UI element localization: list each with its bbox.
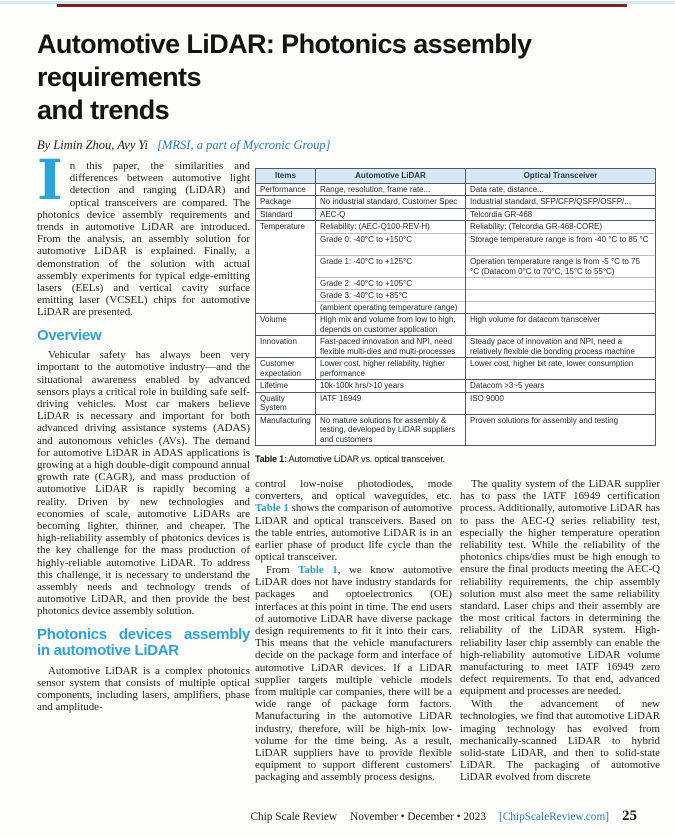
table-cell-transceiver: Lower cost, higher bit rate, lower consumption: [466, 358, 656, 380]
page-footer: [250, 808, 637, 825]
table-cell-item: Lifetime: [256, 380, 316, 393]
table-row-temperature: [256, 221, 656, 314]
table-cell-transceiver: ISO 9000: [466, 392, 656, 414]
table-cell-transceiver: Proven solutions for assembly and testing: [466, 414, 656, 446]
table-cell-item: Quality System: [256, 392, 316, 414]
right-paragraph-2: With the advancement of new technologies, we find that automotive LiDAR imaging technology has evolved from mechanically-scanned LiDAR to hybrid solid-state LiDAR, and then to solid-state LiDAR. The packaging of automotive LiDAR evolved from discrete: [460, 698, 660, 784]
table-cell-item: Temperature: [256, 221, 316, 314]
table-row-standard: [256, 208, 656, 221]
table-caption: [255, 454, 660, 464]
footer-issue-date: November • December • 2023: [350, 811, 486, 823]
table1-reference-link[interactable]: Table 1: [298, 563, 338, 576]
table-row-customer-expectation: [256, 358, 656, 380]
article-title: [37, 28, 647, 127]
paragraph-text: From: [266, 563, 299, 576]
right-paragraph-1: The quality system of the LiDAR supplier has to pass the IATF 16949 certification process. Additionally, automotive LiDAR has to pass the AEC-Q series reliability test, especially the higher temperature operation reliability test. While the reliability of the photonics chips/dies must be high enough to ensure the final products meeting the AEC-Q reliability requirements, the chip assembly solution must also meet the same reliability standard. Laser chips and their assembly are the most critical factors in determining the reliability of the LiDAR system. High-reliability laser chip assembly can enable the high-reliability automotive LiDAR volume manufacturing to meet IATF 16949 zero defect requirements. To that end, advanced equipment and processes are needed.: [460, 478, 660, 698]
table-row-innovation: [256, 336, 656, 358]
table-subcell: Reliability: (Telcordia GR-468-CORE): [470, 222, 603, 231]
table-row-package: [256, 196, 656, 209]
overview-heading: Overview: [37, 326, 102, 344]
table-cell-lidar: Lower cost, higher reliability, higher performance: [316, 358, 466, 380]
table-subcell: Grade 2: -40°C to +105°C: [316, 277, 465, 289]
intro-paragraph-text: n this paper, the similarities and differences between automotive light detection and ranging (LiDAR) and optical transceivers are compared. The photonics device assembly requirements and trends in automotive LiDAR are introduced. From the analysis, an assembly solution for automotive LiDAR is explained. Finally, a demonstration of the solution with actual assembly experiments for typical edge-emitting lasers (EELs) and vertical cavity surface emitting laser (VCSEL) chips for automotive LiDAR are presented.: [37, 160, 250, 319]
table-cell-lidar: 10k-100k hrs/>10 years: [316, 380, 466, 393]
table-cell-transceiver: Industrial standard, SFP/CFP/QSFP/OSFP/...: [466, 196, 656, 209]
middle-text-column: [255, 478, 452, 784]
footer-page-number: 25: [622, 808, 637, 824]
article-title-line1: Automotive LiDAR: Photonics assembly requirements: [37, 29, 532, 92]
table-caption-text: Automotive LiDAR vs. optical transceiver.: [286, 454, 445, 464]
table-cell-item: Performance: [256, 183, 316, 196]
table-header-optical-transceiver: Optical Transceiver: [466, 169, 656, 184]
table-cell-item: Manufacturing: [256, 414, 316, 446]
middle-paragraph-1: [255, 478, 452, 563]
table-cell-transceiver: Data rate, distance...: [466, 183, 656, 196]
right-text-column: [460, 478, 660, 784]
paragraph-text: , we know automotive LiDAR does not have industry standards for packages and optoelectronics (OE) interfaces at this point in time. The end users of automotive LiDAR have diverse package design requirements to fit it into their cars. This means that the vehicle manufacturers decide on the package form and interface of automotive LiDAR devices. If a LiDAR supplier targets multiple vehicle models from multiple car companies, there will be a wide range of package form factors. Manufacturing in the automotive LiDAR industry, therefore, will be high-mix low-volume for the time being. As a result, LiDAR suppliers have to provide flexible equipment to support different customers' packaging and assembly process designs.: [255, 563, 452, 784]
left-text-column: [37, 147, 250, 714]
table-row-performance: [256, 183, 656, 196]
right-region: [255, 168, 660, 784]
article-header: [37, 28, 647, 153]
dropcap-letter: I: [37, 147, 63, 212]
table-row-lifetime: [256, 380, 656, 393]
table-cell-transceiver: Steady pace of innovation and NPI, need a relatively flexible die bonding process machine: [466, 336, 656, 358]
footer-website-link[interactable]: [ChipScaleReview.com]: [498, 811, 609, 823]
table-subcell: Grade 1: -40°C to +125°C: [316, 255, 465, 277]
top-red-accent-bar: [57, 4, 627, 7]
footer-journal-name: Chip Scale Review: [250, 811, 338, 823]
table-cell-transceiver: Datacom >3~5 years: [466, 380, 656, 393]
byline-affiliation-link[interactable]: [MRSI, a part of Mycronic Group]: [157, 138, 331, 152]
table-cell-lidar: IATF 16949: [316, 392, 466, 414]
photonics-assembly-heading: Photonics devices assembly in automotive LiDAR: [37, 625, 250, 660]
table-row-quality-system: [256, 392, 656, 414]
overview-paragraph: Vehicular safety has always been very important to the automotive industry—and the situational awareness enabled by advanced sensors plays a critical role in building safe self-driving vehicles. Most car makers believe LiDAR is necessary and important for both advanced driving assistance systems (ADAS) and autonomous vehicles (AVs). The demand for automotive LiDAR in ADAS applications is growing at a high double-digit compound annual growth rate (CAGR), and mass production of automotive LiDAR is rapidly becoming a reality. Driven by new technologies and economies of scale, automotive LiDARs are becoming lighter, thinner, and cheaper. The high-reliability assembly of photonics devices is the key challenge for the mass production of highly-reliable automotive LiDAR. To address this challenge, it is necessary to understand the assembly needs and technology trends of automotive LiDAR, and then provide the best photonics device assembly solution.: [37, 349, 250, 618]
paragraph-text: control low-noise photodiodes, mode converters, and optical waveguides, etc.: [255, 478, 452, 503]
table-cell-transceiver: High volume for datacom transceiver: [466, 314, 656, 336]
table-cell-transceiver: Telcordia GR-468: [466, 208, 656, 221]
paragraph-text: shows the comparison of automotive LiDAR and optical transceivers. Based on the table entries, automotive LiDAR is in an earlier phase of product life cycle than the optical transceiver.: [255, 502, 453, 564]
table-subcell: (ambient operating temperature range): [316, 301, 465, 313]
lower-text-columns: [255, 478, 660, 784]
table-header-automotive-lidar: Automotive LiDAR: [316, 169, 466, 184]
intro-paragraph: [37, 147, 250, 319]
table-cell-lidar: Fast-paced innovation and NPI, need flexible multi-dies and multi-processes: [316, 336, 466, 358]
article-title-line2: and trends: [37, 95, 170, 125]
table-cell-transceiver: [466, 221, 656, 314]
table1-reference-link[interactable]: Table 1: [255, 502, 289, 515]
table-row-volume: [256, 314, 656, 336]
table-subcell: [466, 277, 655, 289]
table-subcell: Grade 3: -40°C to +85°C: [316, 289, 465, 301]
table-row-manufacturing: [256, 414, 656, 446]
byline: [37, 138, 647, 153]
table-cell-item: Innovation: [256, 336, 316, 358]
table-subcell: Reliability: (AEC-Q100-REV-H): [320, 222, 430, 231]
table-caption-label: Table 1:: [255, 454, 287, 464]
table-cell-lidar: AEC-Q: [316, 208, 466, 221]
table-subcell: Grade 0: -40°C to +150°C: [316, 233, 465, 255]
table-header-row: [256, 169, 656, 184]
photonics-assembly-paragraph: Automotive LiDAR is a complex photonics sensor system that consists of multiple optical components, including lasers, amplifiers, phase and amplitude-: [37, 664, 250, 714]
table-cell-item: Package: [256, 196, 316, 209]
byline-authors: By Limin Zhou, Avy Yi: [37, 138, 148, 152]
middle-paragraph-2: [255, 564, 452, 784]
table-cell-lidar: Range, resolution, frame rate...: [316, 183, 466, 196]
table-header-items: Items: [256, 169, 316, 184]
table-subcell: Operation temperature range is from -5 °C to 75 °C (Datacom 0°C to 70°C, 15°C to 55°C): [466, 255, 655, 277]
comparison-table: [255, 168, 656, 446]
table-cell-lidar: No industrial standard, Customer Spec: [316, 196, 466, 209]
table-cell-item: Standard: [256, 208, 316, 221]
table-subcell: [466, 289, 655, 301]
table-cell-lidar: [316, 221, 466, 314]
table-cell-item: Volume: [256, 314, 316, 336]
table-cell-lidar: No mature solutions for assembly & testing, developed by LiDAR suppliers and customers: [316, 414, 466, 446]
table-subcell: [466, 301, 655, 313]
table-cell-lidar: High mix and volume from low to high, depends on customer application: [316, 314, 466, 336]
table-cell-item: Customer expectation: [256, 358, 316, 380]
table-subcell: Storage temperature range is from -40 °C to 85 °C: [466, 233, 655, 255]
